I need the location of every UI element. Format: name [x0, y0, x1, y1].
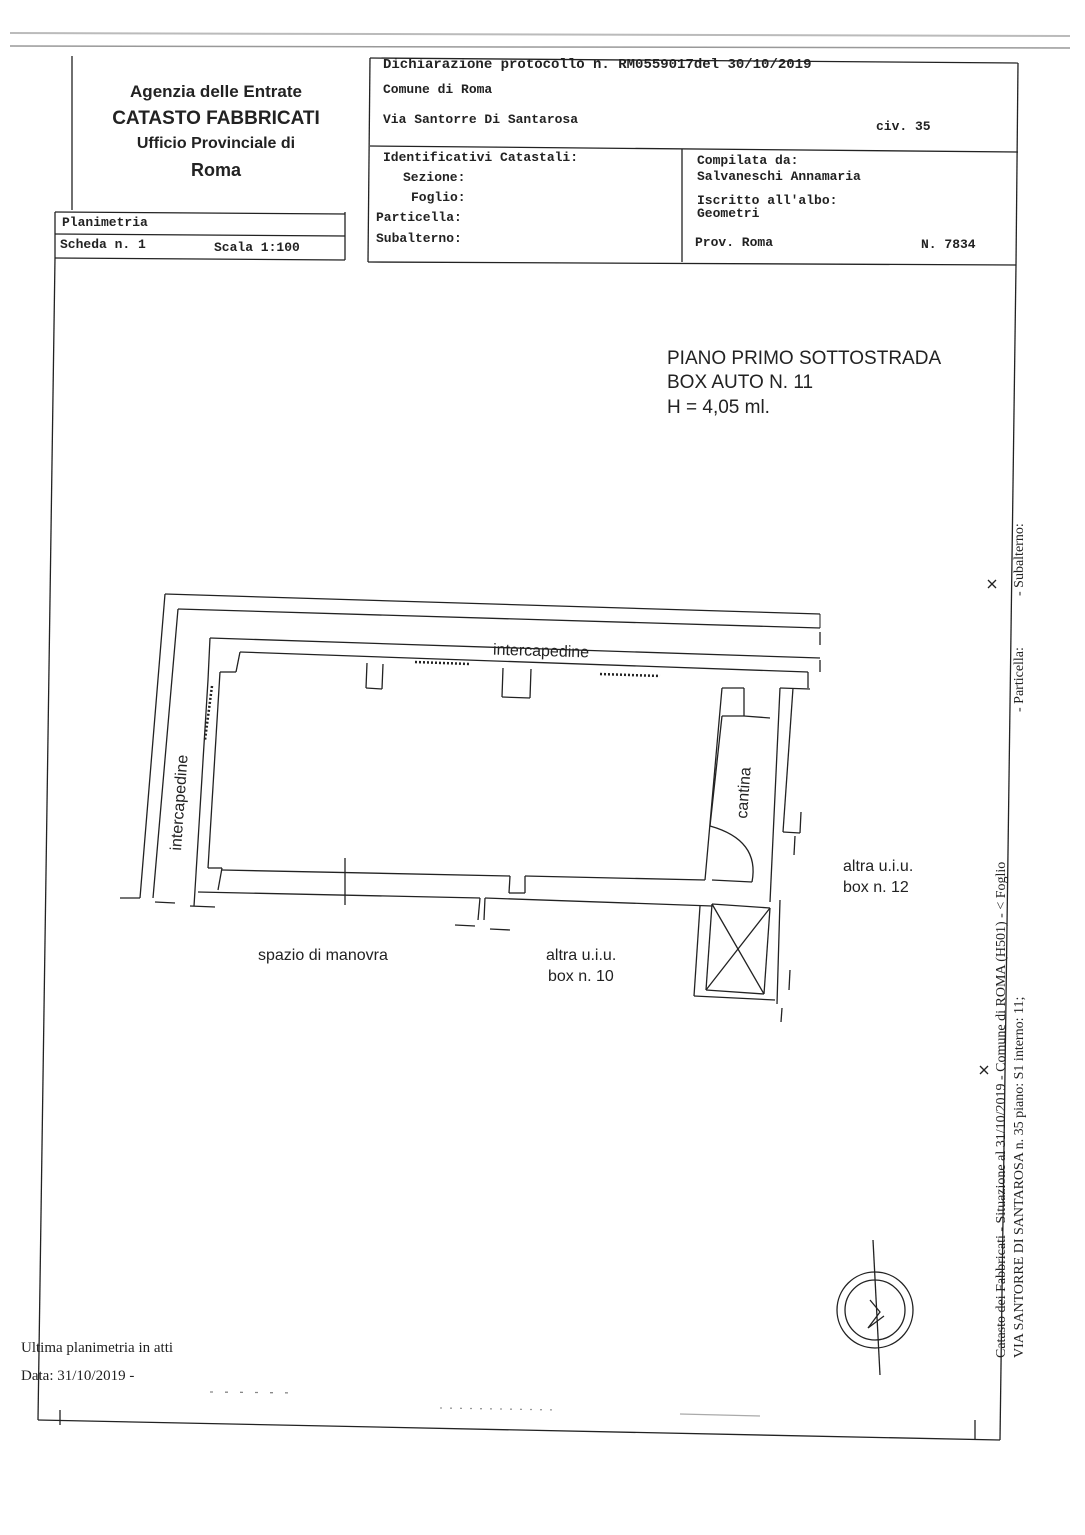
albo-number: N. 7834 — [921, 237, 976, 252]
box10-label-line2: box n. 10 — [548, 968, 614, 985]
side-stamp-particella: - Particella: — [1012, 647, 1027, 712]
side-stamp-line1: Catasto dei Fabbricati - Situazione al 31/10/2019 - Comune di ROMA (H501) - < Foglio — [994, 861, 1009, 1358]
scheda-label: Scheda n. 1 — [60, 237, 146, 252]
ultima-planimetria-label: Ultima planimetria in atti — [21, 1340, 174, 1356]
compilata-name: Salvaneschi Annamaria — [697, 169, 861, 184]
via-label: Via Santorre Di Santarosa — [383, 112, 579, 127]
iscritto-label: Iscritto all'albo: — [697, 193, 838, 208]
side-stamp-line2: VIA SANTORRE DI SANTAROSA n. 35 piano: S1 interno: 11; — [1012, 996, 1027, 1358]
city-title: Roma — [190, 160, 241, 180]
ufficio-title: Ufficio Provinciale di — [136, 135, 296, 152]
sezione-label: Sezione: — [403, 170, 466, 185]
iscritto-value: Geometri — [697, 206, 760, 221]
height-label: H = 4,05 ml. — [667, 397, 770, 418]
identificativi-label: Identificativi Catastali: — [383, 150, 579, 165]
data-label: Data: 31/10/2019 - — [21, 1368, 135, 1384]
foglio-label: Foglio: — [411, 190, 466, 205]
comune-label: Comune di Roma — [383, 82, 493, 97]
floor-level-label: PIANO PRIMO SOTTOSTRADA — [667, 348, 942, 369]
provincia-label: Prov. Roma — [695, 235, 774, 250]
compilata-label: Compilata da: — [697, 153, 799, 168]
box10-label-line1: altra u.i.u. — [546, 947, 617, 964]
box12-label-line1: altra u.i.u. — [843, 858, 914, 875]
box12-label-line2: box n. 12 — [843, 879, 909, 896]
catasto-title: CATASTO FABBRICATI — [112, 108, 320, 129]
particella-label: Particella: — [376, 210, 462, 225]
dichiarazione-protocollo: Dichiarazione protocollo n. RM0559017del 30/10/2019 — [383, 57, 812, 73]
scala-label: Scala 1:100 — [214, 240, 300, 255]
box-number-label: BOX AUTO N. 11 — [667, 372, 814, 393]
spazio-manovra-label: spazio di manovra — [258, 947, 388, 964]
civico-label: civ. 35 — [876, 119, 931, 134]
intercapedine-top-label: intercapedine — [492, 641, 590, 662]
subalterno-label: Subalterno: — [376, 231, 462, 246]
planimetria-label: Planimetria — [62, 215, 148, 230]
side-stamp-subalterno: - Subalterno: — [1012, 523, 1027, 596]
agency-name: Agenzia delle Entrate — [130, 82, 302, 101]
cantina-label: cantina — [734, 766, 755, 820]
intercapedine-left-label: intercapedine — [168, 754, 192, 852]
